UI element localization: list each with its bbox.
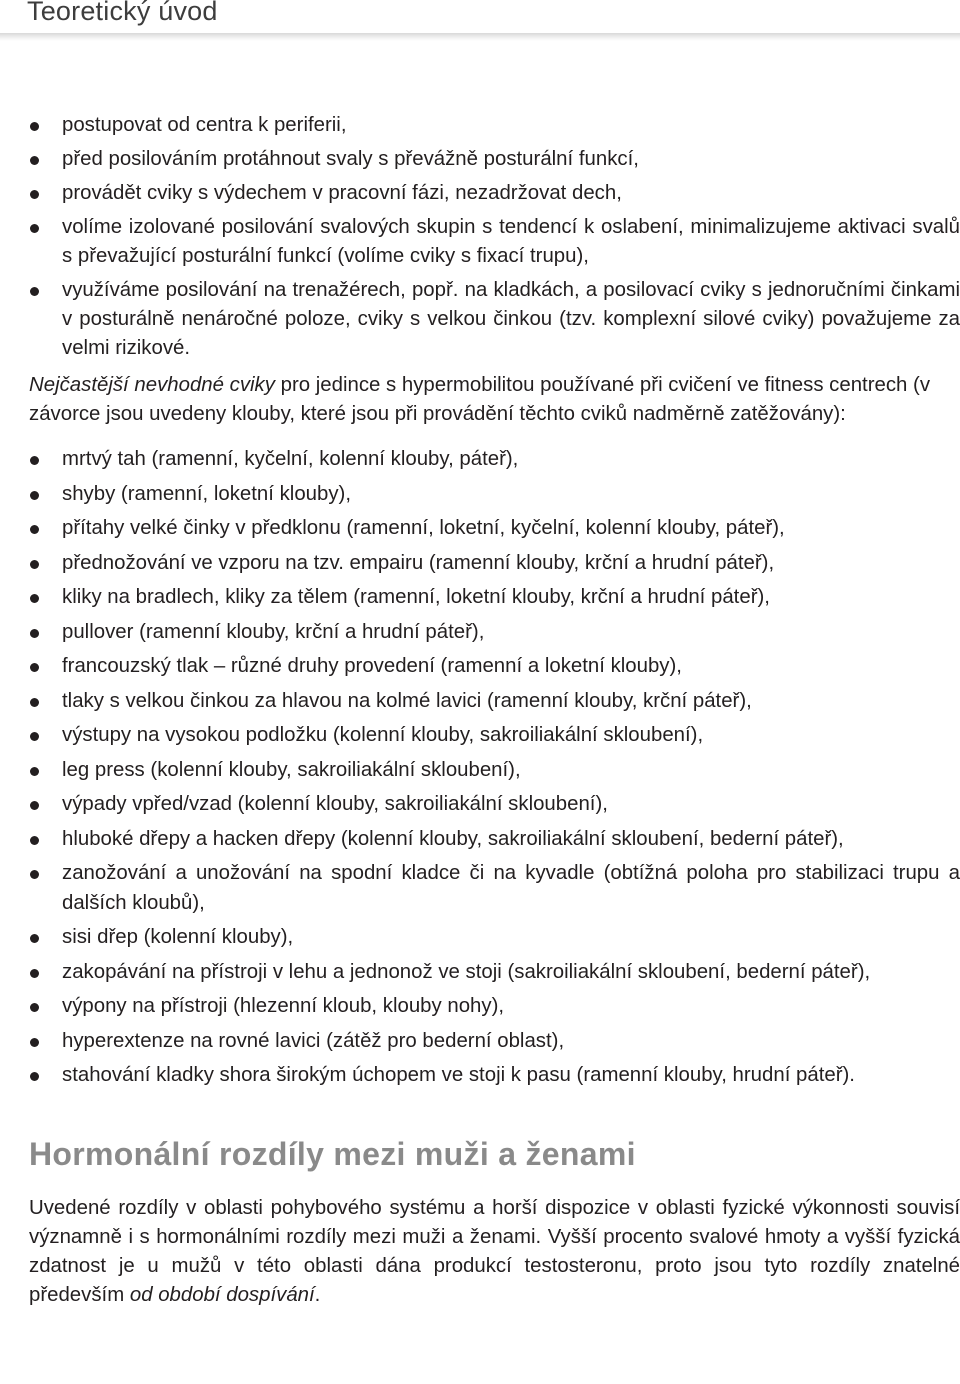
bullet-icon xyxy=(30,732,39,741)
bullet-icon xyxy=(30,698,39,707)
list-item: před posilováním protáhnout svaly s převážně posturální funkcí, xyxy=(29,143,960,177)
bullet-icon xyxy=(30,224,39,233)
bullet-icon xyxy=(30,663,39,672)
bullet-icon xyxy=(30,934,39,943)
list-item: stahování kladky shora širokým úchopem ve stoji k pasu (ramenní klouby, hrudní páteř). xyxy=(29,1059,960,1094)
list-item: sisi dřep (kolenní klouby), xyxy=(29,921,960,956)
page-title: Teoretický úvod xyxy=(27,0,218,26)
bullet-icon xyxy=(30,594,39,603)
list-item: leg press (kolenní klouby, sakroiliakální skloubení), xyxy=(29,754,960,789)
intro-text: pro jedince s hypermobilitou používané při cvičení ve fitness centrech (v závorce jsou uvedeny klouby, které jsou při provádění těchto cviků nadměrně zatěžovány): xyxy=(29,374,931,425)
header-divider xyxy=(0,33,960,41)
list-item: postupovat od centra k periferii, xyxy=(29,109,960,143)
bullet-icon xyxy=(30,629,39,638)
section-text: Uvedené rozdíly v oblasti pohybového systému a horší dispozice v oblasti fyzické výkonnosti souvisí významně i s hormonálními rozdíly mezi muži a ženami. Vyšší procento svalové hmoty a vyšší fyzická zdatnost je u mužů v této oblasti dána produkcí testosteronu, proto jsou tyto rozdíly znatelné především xyxy=(29,1196,960,1306)
bullet-icon xyxy=(30,190,39,199)
bullet-icon xyxy=(30,767,39,776)
bullet-icon xyxy=(30,287,39,296)
page-header xyxy=(0,0,960,40)
list-item: výpady vpřed/vzad (kolenní klouby, sakroiliakální skloubení), xyxy=(29,788,960,823)
bullet-icon xyxy=(30,156,39,165)
bullet-icon xyxy=(30,836,39,845)
bullet-icon xyxy=(30,870,39,879)
list-item: mrtvý tah (ramenní, kyčelní, kolenní klouby, páteř), xyxy=(29,443,960,478)
list-item: volíme izolované posilování svalových skupin s tendencí k oslabení, minimalizujeme aktivaci svalů s převažující posturální funkcí (volíme cviky s fixací trupu), xyxy=(29,211,960,274)
list-item: hyperextenze na rovné lavici (zátěž pro bederní oblast), xyxy=(29,1025,960,1060)
section-heading: Hormonální rozdíly mezi muži a ženami xyxy=(29,1135,636,1172)
bullet-icon xyxy=(30,801,39,810)
bullet-icon xyxy=(30,1038,39,1047)
list-item: kliky na bradlech, kliky za tělem (ramenní, loketní klouby, krční a hrudní páteř), xyxy=(29,581,960,616)
intro-italic: Nejčastější nevhodné cviky xyxy=(29,374,275,396)
list-item: přítahy velké činky v předklonu (ramenní, loketní, kyčelní, kolenní klouby, páteř), xyxy=(29,512,960,547)
bullet-icon xyxy=(30,491,39,500)
page-content xyxy=(29,109,960,1310)
intro-paragraph xyxy=(29,371,960,429)
guidelines-list xyxy=(29,109,960,366)
list-item: zakopávání na přístroji v lehu a jednonož ve stoji (sakroiliakální skloubení, bederní páteř), xyxy=(29,956,960,991)
bullet-icon xyxy=(30,560,39,569)
list-item: výpony na přístroji (hlezenní kloub, klouby nohy), xyxy=(29,990,960,1025)
list-item: tlaky s velkou činkou za hlavou na kolmé lavici (ramenní klouby, krční páteř), xyxy=(29,685,960,720)
list-item: hluboké dřepy a hacken dřepy (kolenní klouby, sakroiliakální skloubení, bederní páteř), xyxy=(29,823,960,858)
list-item: využíváme posilování na trenažérech, popř. na kladkách, a posilovací cviky s jednoručními činkami v posturálně nenáročné poloze, cviky s velkou činkou (tzv. komplexní silové cviky) považujeme za velmi rizikové. xyxy=(29,274,960,366)
bullet-icon xyxy=(30,525,39,534)
bullet-icon xyxy=(30,456,39,465)
section-text-end: . xyxy=(314,1283,321,1306)
list-item: výstupy na vysokou podložku (kolenní klouby, sakroiliakální skloubení), xyxy=(29,719,960,754)
bullet-icon xyxy=(30,1072,39,1081)
list-item: francouzský tlak – různé druhy provedení (ramenní a loketní klouby), xyxy=(29,650,960,685)
list-item: shyby (ramenní, loketní klouby), xyxy=(29,478,960,513)
bullet-icon xyxy=(30,969,39,978)
exercise-list xyxy=(29,443,960,1094)
list-item: pullover (ramenní klouby, krční a hrudní páteř), xyxy=(29,616,960,651)
section-paragraph xyxy=(29,1194,960,1310)
list-item: zanožování a unožování na spodní kladce či na kyvadle (obtížná poloha pro stabilizaci trupu a dalších kloubů), xyxy=(29,857,960,921)
bullet-icon xyxy=(30,1003,39,1012)
list-item: provádět cviky s výdechem v pracovní fázi, nezadržovat dech, xyxy=(29,177,960,211)
bullet-icon xyxy=(30,122,39,131)
section-italic: od období dospívání xyxy=(129,1283,315,1306)
list-item: přednožování ve vzporu na tzv. empairu (ramenní klouby, krční a hrudní páteř), xyxy=(29,547,960,582)
